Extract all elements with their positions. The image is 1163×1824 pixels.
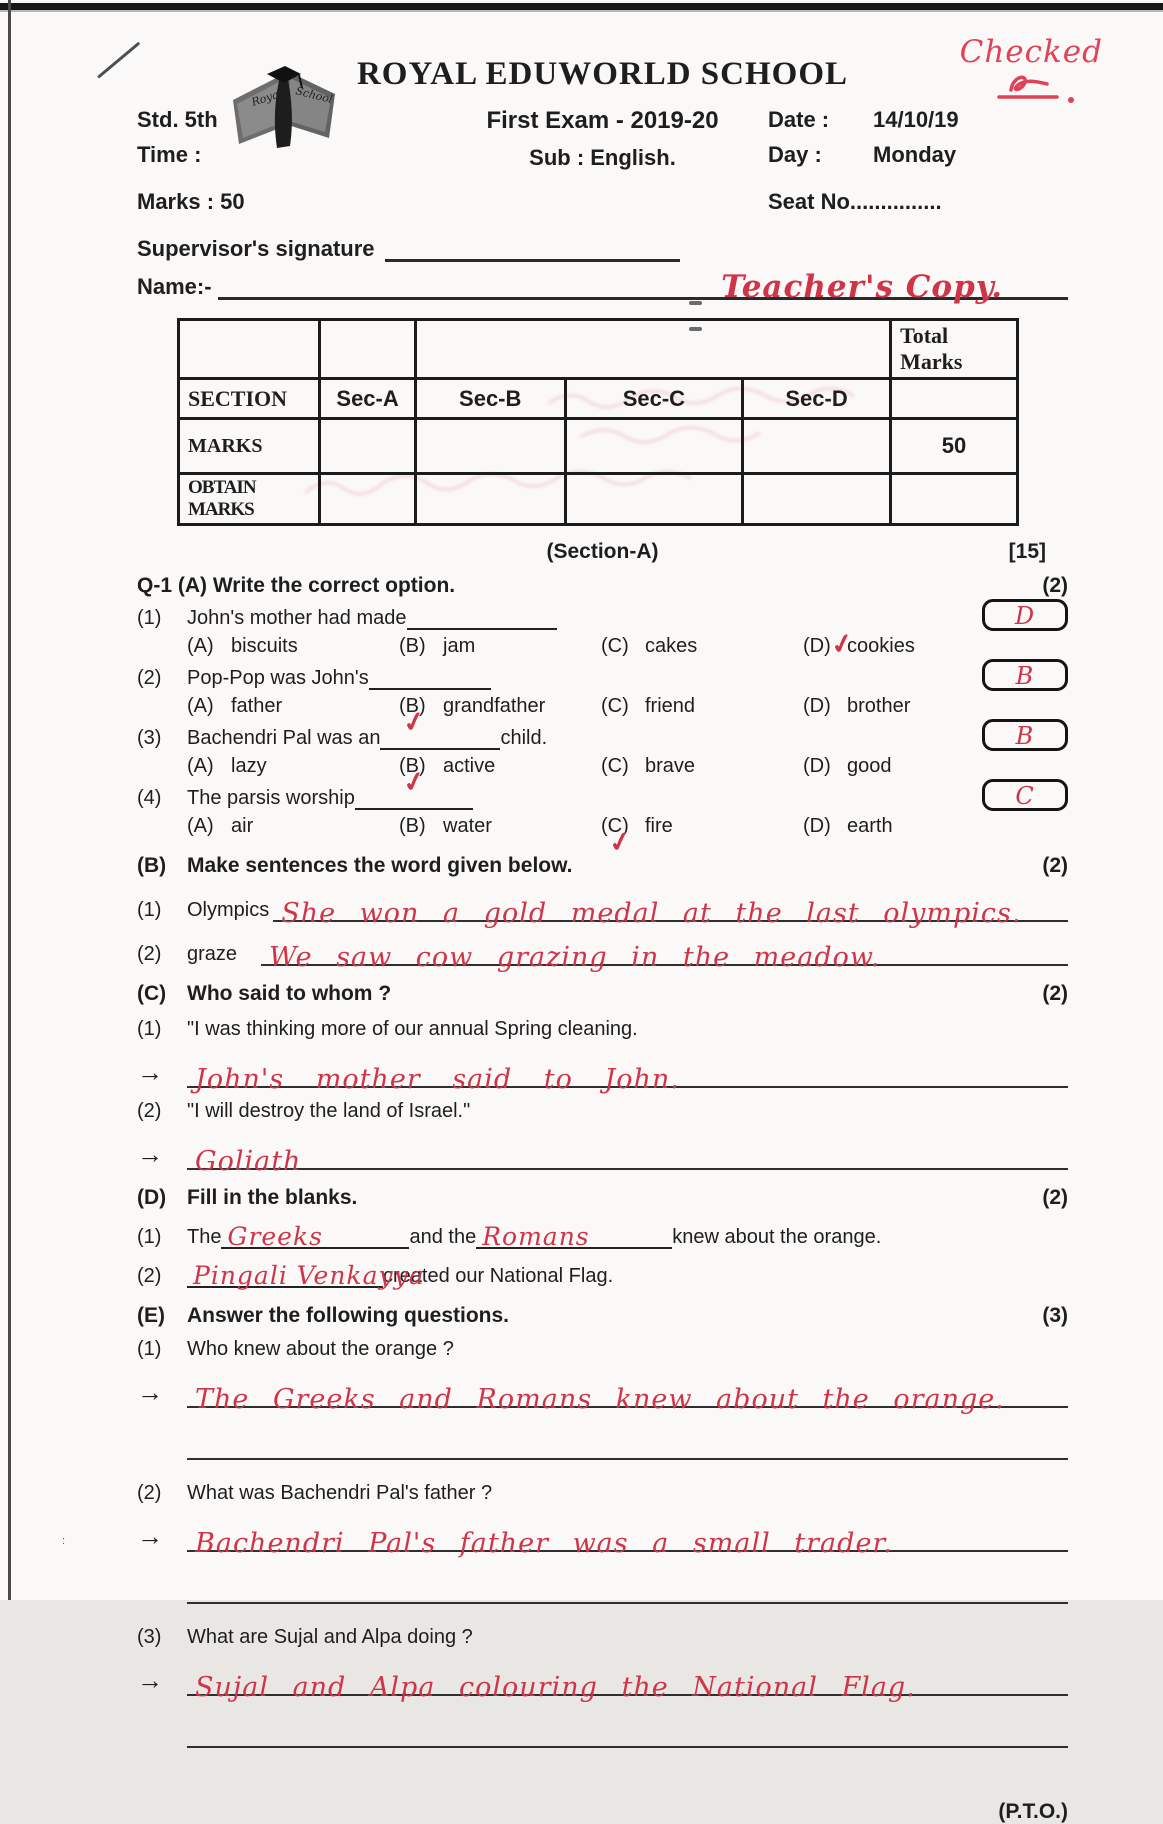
obtain-cell-sec-a bbox=[320, 474, 415, 525]
option-label: (B) bbox=[399, 635, 426, 657]
empty-answer-line bbox=[187, 1458, 1068, 1460]
option-text: brother bbox=[847, 695, 911, 717]
question-number: (1) bbox=[137, 607, 162, 629]
question-text: What was Bachendri Pal's father ? bbox=[187, 1482, 493, 1504]
answer-line bbox=[273, 892, 1068, 929]
sentence-part: knew about the orange. bbox=[672, 1226, 882, 1248]
pto-label: (P.T.O.) bbox=[998, 1800, 1068, 1823]
handwritten-sentence: We saw cow grazing in the meadow. bbox=[269, 942, 881, 973]
option-label: (D) bbox=[803, 635, 831, 657]
quote-text: "I will destroy the land of Israel." bbox=[187, 1100, 471, 1122]
option-label: (C) bbox=[601, 695, 629, 717]
marks-cell-sec-c bbox=[565, 419, 742, 474]
marks-table bbox=[177, 318, 1019, 526]
item-number: (1) bbox=[137, 1226, 162, 1248]
question-item bbox=[137, 1482, 1068, 1505]
fill-blank-item bbox=[137, 1261, 1068, 1290]
sec-c-header: Sec-C bbox=[565, 379, 742, 419]
total-marks-header: Total Marks bbox=[891, 320, 1018, 379]
answer-box bbox=[982, 779, 1068, 811]
option-label: (C) bbox=[601, 755, 629, 777]
option-text: jam bbox=[443, 635, 476, 657]
answer-box bbox=[982, 659, 1068, 691]
option-text: lazy bbox=[231, 755, 267, 777]
total-marks-value: 50 bbox=[891, 419, 1018, 474]
q1-marks: (2) bbox=[1042, 574, 1068, 597]
marks-row-label: MARKS bbox=[179, 419, 320, 474]
sec-d-header: Sec-D bbox=[743, 379, 891, 419]
svg-text:School: School bbox=[294, 84, 334, 106]
item-number: (2) bbox=[137, 1265, 162, 1287]
answer-row bbox=[137, 1139, 1068, 1177]
checked-label: Checked bbox=[959, 34, 1103, 70]
part-d-marks: (2) bbox=[1042, 1186, 1068, 1209]
quote-text: "I was thinking more of our annual Spring cleaning. bbox=[187, 1018, 638, 1040]
answer-line bbox=[187, 1666, 1068, 1703]
mcq-options bbox=[137, 635, 1068, 658]
filled-blank bbox=[187, 1261, 425, 1290]
option-text: active bbox=[443, 755, 496, 777]
part-e-label: (E) bbox=[137, 1304, 165, 1327]
given-word: graze bbox=[187, 943, 238, 965]
answer-row bbox=[137, 1377, 1068, 1415]
handwritten-word: Greeks bbox=[227, 1222, 323, 1251]
pen-dash-artifact bbox=[689, 285, 723, 289]
checkmark-icon bbox=[828, 629, 856, 660]
answer-row bbox=[137, 1057, 1068, 1095]
mcq-question bbox=[137, 722, 1068, 750]
obtain-cell-sec-d bbox=[743, 474, 891, 525]
option-label: (D) bbox=[803, 815, 831, 837]
part-c-marks: (2) bbox=[1042, 982, 1068, 1005]
option-label: (C) bbox=[601, 635, 629, 657]
option-label: (A) bbox=[187, 755, 214, 777]
section-a-title: (Section-A) bbox=[546, 540, 659, 563]
question-number: (4) bbox=[137, 787, 162, 809]
item-number: (3) bbox=[137, 1626, 162, 1648]
question-number: (2) bbox=[137, 667, 162, 689]
school-name: ROYAL EDUWORLD SCHOOL bbox=[356, 56, 849, 92]
answer-blank bbox=[355, 794, 473, 810]
teachers-copy-note: Teacher's Copy. bbox=[721, 269, 1003, 305]
mcq-question bbox=[137, 662, 1068, 690]
option-label: (C) bbox=[601, 815, 629, 837]
option-text: biscuits bbox=[231, 635, 298, 657]
item-number: (2) bbox=[137, 1100, 162, 1122]
arrow-icon: → bbox=[137, 1139, 163, 1169]
option-label: (B) bbox=[399, 695, 426, 717]
supervisor-signature-line bbox=[385, 242, 680, 262]
option-label: (A) bbox=[187, 815, 214, 837]
quote-item bbox=[137, 1018, 1068, 1041]
arrow-icon: → bbox=[137, 1521, 163, 1551]
std-label: Std. 5th bbox=[137, 107, 218, 132]
part-e-heading: Answer the following questions. bbox=[187, 1304, 510, 1327]
option-text: brave bbox=[645, 755, 696, 777]
handwritten-sentence: She won a gold medal at the last olympics. bbox=[281, 898, 1022, 929]
option-label: (B) bbox=[399, 815, 426, 837]
sentence-part: and the bbox=[409, 1226, 477, 1248]
question-text: What are Sujal and Alpa doing ? bbox=[187, 1626, 473, 1648]
subject-label: Sub : English. bbox=[529, 145, 676, 170]
marks-label: Marks : 50 bbox=[137, 189, 245, 214]
handwritten-answer: Goliath bbox=[195, 1146, 302, 1177]
part-b-heading: Make sentences the word given below. bbox=[187, 854, 573, 877]
question-text: Pop-Pop was John's bbox=[187, 667, 369, 689]
handwritten-answer: The Greeks and Romans knew about the orange. bbox=[195, 1384, 1005, 1415]
item-number: (2) bbox=[137, 1482, 162, 1504]
obtain-marks-row-label: OBTAIN MARKS bbox=[179, 474, 320, 525]
handwritten-answer: C bbox=[1015, 782, 1035, 810]
answer-row bbox=[137, 1521, 1068, 1559]
name-line bbox=[218, 269, 1068, 305]
obtain-cell-total bbox=[891, 474, 1018, 525]
question-number: (3) bbox=[137, 727, 162, 749]
answer-blank bbox=[380, 734, 500, 750]
day-value: Monday bbox=[873, 142, 957, 167]
question-item bbox=[137, 1626, 1068, 1649]
option-text: water bbox=[443, 815, 492, 837]
option-text: father bbox=[231, 695, 283, 717]
part-e-marks: (3) bbox=[1042, 1304, 1068, 1327]
option-label: (D) bbox=[803, 755, 831, 777]
sentence-part: The bbox=[187, 1226, 222, 1248]
option-text: cookies bbox=[847, 635, 915, 657]
item-number: (1) bbox=[137, 1018, 162, 1040]
handwritten-word: Pingali Venkayya bbox=[193, 1261, 425, 1290]
arrow-icon: → bbox=[137, 1665, 163, 1695]
scan-smudge-artifact: : bbox=[62, 1535, 66, 1547]
given-word: Olympics bbox=[187, 899, 270, 921]
empty-answer-line bbox=[187, 1746, 1068, 1748]
part-c-heading: Who said to whom ? bbox=[187, 982, 392, 1005]
sentence-item bbox=[137, 936, 1068, 973]
part-c-label: (C) bbox=[137, 982, 167, 1005]
sec-a-header: Sec-A bbox=[320, 379, 415, 419]
question-text: The parsis worship bbox=[187, 787, 355, 809]
option-text: earth bbox=[847, 815, 893, 837]
school-logo-icon bbox=[225, 64, 343, 156]
date-value: 14/10/19 bbox=[873, 107, 959, 132]
part-b-label: (B) bbox=[137, 854, 167, 877]
section-header: SECTION bbox=[179, 379, 320, 419]
mcq-question bbox=[137, 782, 1068, 810]
section-a-total-marks: [15] bbox=[1008, 540, 1046, 563]
answer-line bbox=[187, 1058, 1068, 1095]
date-label: Date : bbox=[768, 107, 830, 132]
option-label: (A) bbox=[187, 635, 214, 657]
answer-line bbox=[187, 1140, 1068, 1177]
option-text: friend bbox=[645, 695, 696, 717]
handwritten-answer: John's mother said to John. bbox=[195, 1064, 680, 1095]
handwritten-answer: Sujal and Alpa colouring the National Flag. bbox=[195, 1672, 916, 1703]
handwritten-word: Romans bbox=[482, 1222, 590, 1251]
part-b-marks: (2) bbox=[1042, 854, 1068, 877]
answer-line bbox=[187, 1522, 1068, 1559]
question-item bbox=[137, 1338, 1068, 1361]
supervisor-signature-label: Supervisor's signature bbox=[137, 236, 375, 261]
answer-blank bbox=[369, 674, 491, 690]
question-text: John's mother had made bbox=[187, 607, 407, 629]
sec-b-header: Sec-B bbox=[415, 379, 565, 419]
option-label: (A) bbox=[187, 695, 214, 717]
handwritten-answer: Bachendri Pal's father was a small trader. bbox=[195, 1528, 893, 1559]
option-text: air bbox=[231, 815, 254, 837]
q1-heading: Q-1 (A) Write the correct option. bbox=[137, 574, 456, 597]
marks-cell-sec-d bbox=[743, 419, 891, 474]
quote-item bbox=[137, 1100, 1068, 1123]
name-label: Name:- bbox=[137, 274, 212, 299]
option-text: grandfather bbox=[443, 695, 546, 717]
option-text: cakes bbox=[645, 635, 698, 657]
filled-blank bbox=[476, 1222, 672, 1251]
empty-answer-line bbox=[187, 1602, 1068, 1604]
marks-cell-sec-a bbox=[320, 419, 415, 474]
arrow-icon: → bbox=[137, 1377, 163, 1407]
mcq-options bbox=[137, 815, 1068, 838]
handwritten-answer: B bbox=[1015, 722, 1035, 750]
filled-blank bbox=[221, 1222, 409, 1251]
item-number: (1) bbox=[137, 1338, 162, 1360]
question-text-suffix: child. bbox=[500, 727, 548, 749]
seat-no-label: Seat No............... bbox=[768, 189, 942, 214]
answer-line bbox=[187, 1378, 1068, 1415]
mcq-question bbox=[137, 602, 1068, 630]
part-d-heading: Fill in the blanks. bbox=[187, 1186, 358, 1209]
option-text: fire bbox=[645, 815, 673, 837]
option-label: (B) bbox=[399, 755, 426, 777]
sentence-part: created our National Flag. bbox=[383, 1265, 614, 1287]
mcq-options bbox=[137, 695, 1068, 718]
answer-box bbox=[982, 719, 1068, 751]
part-d-label: (D) bbox=[137, 1186, 167, 1209]
handwritten-answer: D bbox=[1014, 602, 1036, 630]
question-text: Who knew about the orange ? bbox=[187, 1338, 454, 1360]
answer-row bbox=[137, 1665, 1068, 1703]
question-text: Bachendri Pal was an bbox=[187, 727, 381, 749]
item-number: (2) bbox=[137, 943, 162, 965]
exam-title: First Exam - 2019-20 bbox=[486, 107, 719, 134]
svg-text:Royal: Royal bbox=[249, 86, 284, 109]
handwritten-answer: B bbox=[1015, 662, 1035, 690]
answer-blank bbox=[407, 614, 557, 630]
sentence-item bbox=[137, 892, 1068, 929]
mcq-options bbox=[137, 755, 1068, 778]
answer-box bbox=[982, 599, 1068, 631]
obtain-cell-sec-c bbox=[565, 474, 742, 525]
fill-blank-item bbox=[137, 1222, 1068, 1251]
day-label: Day : bbox=[768, 142, 822, 167]
option-text: good bbox=[847, 755, 892, 777]
item-number: (1) bbox=[137, 899, 162, 921]
option-label: (D) bbox=[803, 695, 831, 717]
time-label: Time : bbox=[137, 142, 202, 167]
answer-line bbox=[261, 936, 1068, 973]
arrow-icon: → bbox=[137, 1057, 163, 1087]
obtain-cell-sec-b bbox=[415, 474, 565, 525]
marks-cell-sec-b bbox=[415, 419, 565, 474]
